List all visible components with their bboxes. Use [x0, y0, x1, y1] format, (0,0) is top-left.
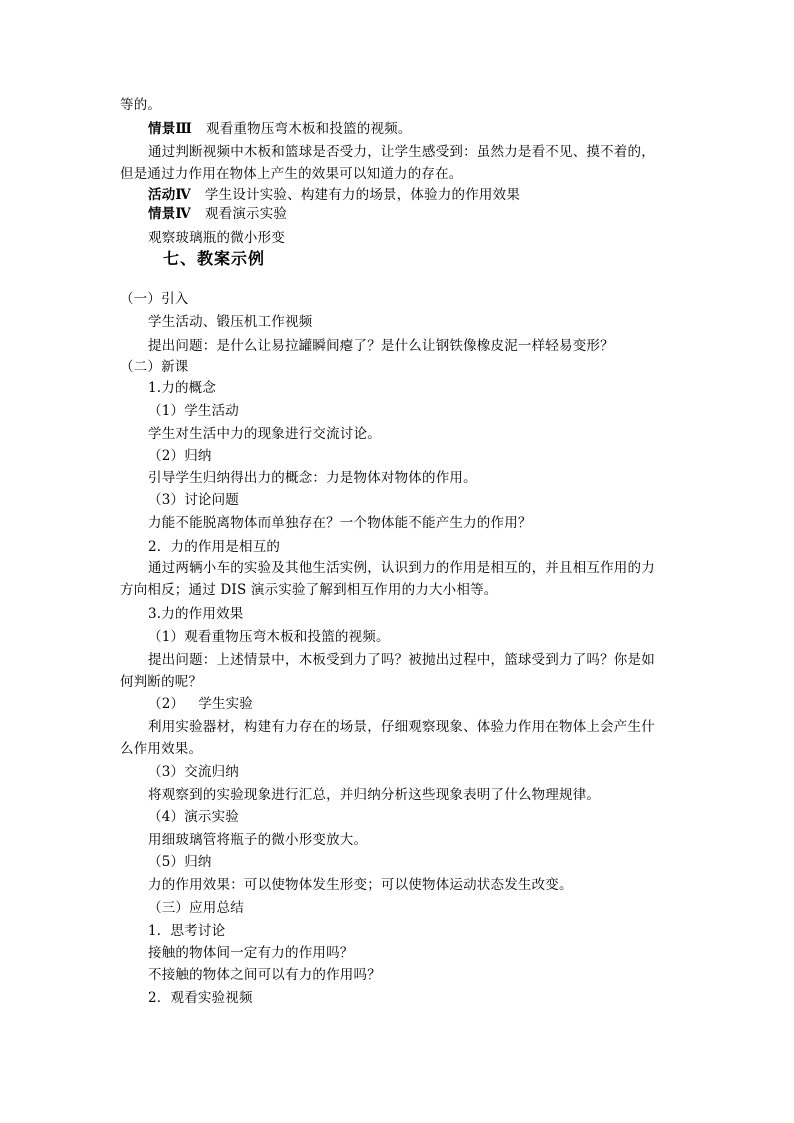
text-line: 不接触的物体之间可以有力的作用吗？ — [148, 967, 381, 983]
section-heading: 七、教案示例 — [163, 249, 266, 268]
step-heading: （5）归纳 — [148, 854, 212, 870]
step-heading: （4）演示实验 — [148, 809, 239, 825]
item-heading: 2．力的作用是相互的 — [148, 539, 281, 555]
text-line: 提出问题：上述情景中，木板受到力了吗？被抛出过程中，篮球受到力了吗？你是如 — [148, 652, 655, 668]
activity-text: 学生设计实验、构建有力的场景，体验力的作用效果 — [204, 187, 521, 203]
text-line: 学生活动、锻压机工作视频 — [148, 314, 313, 330]
text-line: 何判断的呢？ — [120, 674, 203, 690]
text-line: 观察玻璃瓶的微小形变 — [148, 230, 285, 246]
step-heading: （2）归纳 — [148, 448, 212, 464]
activity-label: 活动Ⅳ — [148, 187, 191, 203]
text-line: 但是通过力作用在物体上产生的效果可以知道力的存在。 — [120, 166, 463, 182]
item-heading: 1．思考讨论 — [148, 923, 226, 939]
step-heading — [148, 695, 253, 713]
subsection-heading: （二）新课 — [120, 359, 189, 375]
text-line: 引导学生归纳得出力的概念：力是物体对物体的作用。 — [148, 470, 477, 486]
item-heading: 2．观看实验视频 — [148, 990, 253, 1006]
item-heading: 3.力的作用效果 — [148, 606, 244, 622]
text-line: 力的作用效果：可以使物体发生形变；可以使物体运动状态发生改变。 — [148, 877, 573, 893]
text-line: 提出问题：是什么让易拉罐瞬间瘪了？是什么让钢铁像橡皮泥一样轻易变形？ — [148, 338, 614, 354]
scenario-label: 情景Ⅲ — [148, 121, 193, 137]
activity-4-line — [148, 186, 520, 204]
step-heading: （1）观看重物压弯木板和投篮的视频。 — [148, 629, 390, 645]
text-line: 用细玻璃管将瓶子的微小形变放大。 — [148, 832, 368, 848]
subsection-heading: （三）应用总结 — [148, 900, 244, 916]
text-line: 力能不能脱离物体而单独存在？一个物体能不能产生力的作用？ — [148, 515, 532, 531]
scenario-label: 情景Ⅳ — [148, 206, 191, 222]
step-heading: （1）学生活动 — [148, 403, 239, 419]
step-title: 学生实验 — [198, 696, 254, 712]
text-line: 接触的物体间一定有力的作用吗？ — [148, 945, 354, 961]
subsection-heading: （一）引入 — [120, 291, 189, 307]
scenario-text: 观看重物压弯木板和投篮的视频。 — [206, 121, 412, 137]
text-line: 通过两辆小车的实验及其他生活实例，认识到力的作用是相互的，并且相互作用的力 — [148, 560, 655, 576]
text-line: 等的。 — [120, 97, 162, 113]
text-line: 方向相反；通过 DIS 演示实验了解到相互作用的力大小相等。 — [120, 582, 498, 598]
item-heading: 1.力的概念 — [148, 380, 217, 396]
step-heading: （3）讨论问题 — [148, 492, 239, 508]
text-line: 将观察到的实验现象进行汇总，并归纳分析这些现象表明了什么物理规律。 — [148, 787, 601, 803]
scenario-text: 观看演示实验 — [204, 206, 288, 222]
scenario-3-line — [148, 120, 412, 138]
text-line: 么作用效果。 — [120, 741, 203, 757]
scenario-4-line — [148, 205, 287, 223]
text-line: 学生对生活中力的现象进行交流讨论。 — [148, 426, 381, 442]
text-line: 通过判断视频中木板和篮球是否受力，让学生感受到：虽然力是看不见、摸不着的， — [148, 144, 655, 160]
step-heading: （3）交流归纳 — [148, 764, 239, 780]
text-line: 利用实验器材，构建有力存在的场景，仔细观察现象、体验力作用在物体上会产生什 — [148, 719, 655, 735]
step-number: （2） — [148, 696, 185, 712]
